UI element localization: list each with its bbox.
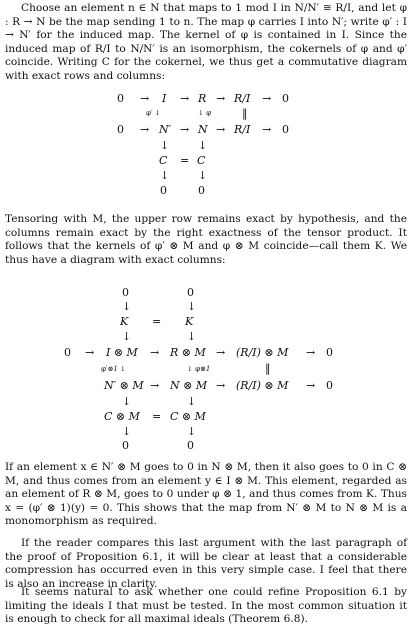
d1-arrow: → — [216, 92, 226, 105]
d2-equals: = — [152, 410, 162, 423]
d1-zero: 0 — [198, 184, 205, 197]
d2-arrow: → — [216, 346, 226, 359]
paragraph-3: If an element x ∈ N′ ⊗ M goes to 0 in N ⊗ M, then it also goes to 0 in C ⊗ M, and thus comes from an element y ∈ I ⊗ M. This element, regarded as an element of R ⊗ M, goes to 0 under φ ⊗ 1, and thus comes from K. Thus x = (φ′ ⊗ 1)(y) = 0. This shows that the map from N′ ⊗ M to N ⊗ M is a monomorphism as required. — [5, 461, 407, 528]
d2-equals: = — [152, 315, 162, 328]
d2-arrow: → — [216, 379, 226, 392]
d1-C: C — [197, 154, 206, 167]
down-arrow: ↓ — [187, 300, 197, 313]
down-arrow: ↓ — [122, 425, 132, 438]
d2-N-tensor-M: N ⊗ M — [170, 379, 208, 392]
d1-N-prime: N′ — [159, 123, 172, 136]
d2-C-tensor-M: C ⊗ M — [104, 410, 140, 423]
commutative-diagram-1 — [0, 92, 412, 210]
paragraph-4: If the reader compares this last argument with the last paragraph of the proof of Proposition 6.1, it will be clear at least that a considerable compression has occurred even in this very simple case. I feel that there is also an increase in clarity. — [5, 537, 407, 590]
d1-arrow: → — [140, 92, 150, 105]
paragraph-5: It seems natural to ask whether one could refine Proposition 6.1 by limiting the ideals I that must be tested. In the most common situation it is enough to check for all maximal ideals (Theorem 6.8). — [5, 586, 407, 626]
down-arrow: ↓ — [187, 395, 197, 408]
down-arrow: ↓ — [160, 169, 170, 182]
down-arrow: ↓ — [198, 139, 208, 152]
d1-arrow: → — [180, 92, 190, 105]
d2-equals-vertical: ‖ — [265, 362, 271, 375]
d1-arrow: → — [262, 92, 272, 105]
down-arrow: ↓ — [198, 169, 208, 182]
down-arrow: ↓ — [122, 300, 132, 313]
d1-C: C — [159, 154, 168, 167]
d2-zero-right: 0 — [326, 379, 333, 392]
d2-phi-tensor-label: ↓ φ⊗1 — [187, 365, 211, 373]
d1-zero-right: 0 — [282, 123, 289, 136]
d2-K: K — [120, 315, 129, 328]
d2-R-tensor-M: R ⊗ M — [170, 346, 206, 359]
d2-I-tensor-M: I ⊗ M — [106, 346, 138, 359]
down-arrow: ↓ — [187, 425, 197, 438]
d1-zero-left: 0 — [117, 92, 124, 105]
d1-arrow: → — [262, 123, 272, 136]
d1-zero: 0 — [160, 184, 167, 197]
d2-arrow: → — [150, 379, 160, 392]
d2-arrow: → — [85, 346, 95, 359]
down-arrow: ↓ — [187, 330, 197, 343]
d1-phi-label: ↓ φ — [198, 109, 211, 117]
d1-phi-prime-label: φ′ ↓ — [146, 109, 161, 117]
d2-zero: 0 — [187, 286, 194, 299]
d2-arrow: → — [306, 346, 316, 359]
d1-equals-vertical: ‖ — [242, 107, 248, 120]
d1-zero-right: 0 — [282, 92, 289, 105]
d2-arrow: → — [306, 379, 316, 392]
d2-zero: 0 — [187, 439, 194, 452]
d2-N-prime-tensor-M: N′ ⊗ M — [104, 379, 144, 392]
d2-zero-right: 0 — [326, 346, 333, 359]
d1-arrow: → — [216, 123, 226, 136]
d2-C-tensor-M: C ⊗ M — [170, 410, 206, 423]
d1-R-mod-I: R/I — [234, 92, 251, 105]
paragraph-1: Choose an element n ∈ N that maps to 1 mod I in N/N′ ≅ R/I, and let φ : R → N be the map sending 1 to n. The map φ carries I into N′; write φ′ : I → N′ for the induced map. The kernel of φ is contained in I. Since the induced map of R/I to N/N′ is an isomorphism, the cokernels of φ and φ′ coincide. Writing C for the cokernel, we thus get a commutative diagram with exact rows and columns: — [5, 2, 407, 82]
d1-N: N — [198, 123, 208, 136]
down-arrow: ↓ — [122, 395, 132, 408]
d2-R-mod-I-tensor-M: (R/I) ⊗ M — [236, 379, 289, 392]
d2-zero: 0 — [122, 286, 129, 299]
d1-zero-left: 0 — [117, 123, 124, 136]
d2-zero: 0 — [122, 439, 129, 452]
d1-R: R — [198, 92, 207, 105]
d1-R-mod-I: R/I — [234, 123, 251, 136]
d2-R-mod-I-tensor-M: (R/I) ⊗ M — [236, 346, 289, 359]
d1-equals: = — [180, 154, 190, 167]
down-arrow: ↓ — [160, 139, 170, 152]
d1-arrow: → — [140, 123, 150, 136]
d1-arrow: → — [180, 123, 190, 136]
d2-K: K — [185, 315, 194, 328]
d2-phi-prime-tensor-label: φ′⊗1 ↓ — [101, 365, 126, 373]
down-arrow: ↓ — [122, 330, 132, 343]
d2-arrow: → — [150, 346, 160, 359]
commutative-diagram-2 — [0, 286, 412, 458]
paragraph-2: Tensoring with M, the upper row remains exact by hypothesis, and the columns remain exact by the right exactness of the tensor product. It follows that the kernels of φ′ ⊗ M and φ ⊗ M coincide—call them K. We thus have a diagram with exact columns: — [5, 213, 407, 266]
d2-zero-left: 0 — [64, 346, 71, 359]
d1-I: I — [162, 92, 167, 105]
